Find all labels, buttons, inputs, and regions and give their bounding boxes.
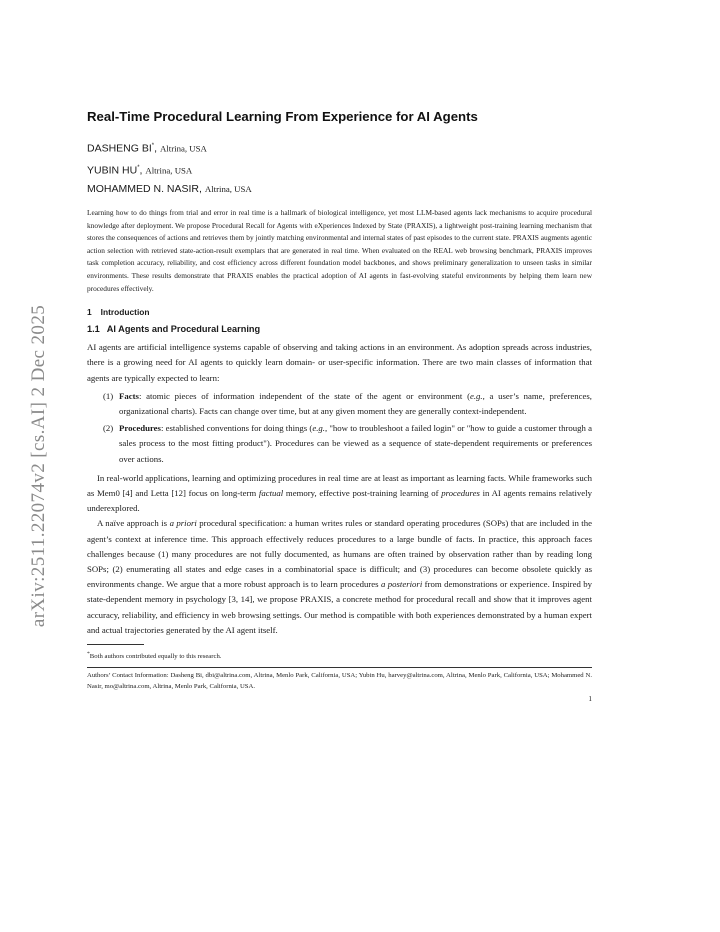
section-title: Introduction	[100, 307, 150, 318]
subsection-heading	[87, 324, 592, 334]
list-marker: (1)	[103, 390, 114, 401]
list-term: Procedures	[119, 423, 161, 434]
author-affiliation: Altrina, USA	[159, 143, 207, 154]
author-entry	[87, 159, 592, 181]
text-run: memory, effective post-training learning of	[283, 487, 442, 498]
abstract: Learning how to do things from trial and error in real time is a hallmark of biological intelligence, yet most LLM-based agents lack mechanisms to acquire procedural knowledge after deployment. We propose Procedural Recall for Agents with eXperiences Indexed by State (PRAXIS), a lightweight post-training learning mechanism that stores the consequences of actions and retrieves them by jointly matching environmental and internal states of past episodes to the current state. PRAXIS augments agentic action selection with retrieved state-action-result exemplars that are generated in real time. When evaluated on the REAL web browsing benchmark, PRAXIS improves task completion accuracy, reliability, and cost efficiency across different foundation model backbones, and shows preliminary generalization to unseen tasks in similar environments. These results demonstrate that PRAXIS enables the practical adoption of AI agents in fast-evolving stateful environments by helping them learn new procedures effectively.	[87, 208, 592, 293]
author-affiliation: Altrina, USA	[204, 184, 252, 194]
arxiv-identifier: arXiv:2511.22074v2 [cs.AI] 2 Dec 2025	[28, 304, 49, 628]
list-text: , "how to troubleshoot a failed login" or "how to guide a customer through a sales process to the most fitting product"). Procedures can be viewed as a sequence of state-dependent requirements or preferences over actions.	[119, 423, 592, 464]
paragraph: AI agents are artificial intelligence systems capable of observing and taking actions in an environment. As adoption spreads across industries, there is a growing need for AI agents to quickly learn domain- or user-specific information. There are two main classes of information that agents are typically expected to learn:	[87, 342, 592, 383]
paper-title: Real-Time Procedural Learning From Experience for AI Agents	[87, 109, 478, 124]
author-separator: ,	[199, 183, 205, 195]
footnote-text: Both authors contributed equally to this research.	[89, 653, 222, 661]
list-marker: (2)	[103, 423, 114, 434]
page-number: 1	[588, 695, 592, 704]
paragraph	[87, 516, 592, 638]
paragraph	[87, 471, 592, 517]
author-separator: ,	[139, 164, 146, 176]
text-run: from demonstrations or experience. Inspired by state-dependent memory in psychology [3, 14], we propose PRAXIS, a concrete method for procedural recall and show that it improves agent accuracy, reliability, and efficiency in web browsing settings. Our method is compatible with both experiences demonstrated by a human expert and actual trajectories generated by the AI agent itself.	[87, 579, 592, 635]
author-name: YUBIN HU	[87, 164, 138, 176]
list-item	[87, 389, 592, 419]
author-name: MOHAMMED N. NASIR	[87, 183, 200, 195]
footnote-rule	[87, 644, 144, 645]
section-number: 1	[87, 307, 92, 318]
author-list	[87, 137, 592, 199]
text-run: In real-world applications, learning and optimizing procedures in real time are at least as important as learning facts. While frameworks such as Mem0 [4] and Letta [12] focus on long-term	[87, 472, 592, 498]
footnote-mark: *	[87, 651, 90, 658]
list-term: Facts	[119, 390, 139, 401]
list-item	[87, 421, 592, 467]
list-text: : atomic pieces of information independent of the state of the agent or environment (	[138, 390, 470, 401]
list-abbrev: e.g.	[312, 423, 325, 434]
info-class-list	[87, 389, 592, 467]
text-run: A naïve approach is	[97, 518, 170, 529]
author-name: DASHENG BI	[87, 142, 152, 155]
body-text	[87, 340, 592, 638]
list-text: , a user’s name, preferences, organizational charts). Facts can change over time, but at any given moment they are generally context-independent.	[119, 390, 592, 416]
subsection-title: AI Agents and Procedural Learning	[106, 324, 261, 335]
emphasis: factual	[258, 487, 284, 498]
emphasis: a posteriori	[380, 579, 423, 590]
footnote	[87, 649, 592, 662]
author-mark: *	[151, 143, 155, 149]
emphasis: procedures	[441, 487, 480, 498]
author-mark: *	[137, 164, 140, 171]
text-run: procedural specification: a human writes rules or standard operating procedures (SOPs) that are included in the agent’s context at inference time. This approach effectively reduces procedures to a large bundle of facts. In practice, this approach faces challenges because (1) many procedures are not fully documented, as humans are often trained by observation rather than by reading long SOPs; (2) enumerating all states and edge cases in a combinatorial space is difficult; and (3) procedures can become obsolete quickly as environments change. We argue that a more robust approach is to learn procedures	[87, 518, 592, 590]
page-content	[87, 109, 592, 703]
author-entry	[87, 137, 592, 159]
section-heading	[87, 307, 592, 317]
author-affiliation: Altrina, USA	[145, 165, 193, 175]
text-run: in AI agents remains relatively underexplored.	[87, 487, 592, 514]
contact-information: Authors’ Contact Information: Dasheng Bi, dbi@altrina.com, Altrina, Menlo Park, California, USA; Yubin Hu, harvey@altrina.com, Altrina, Menlo Park, California, USA; Mohammed N. Nasir, mo@altrina.com, Altrina, Menlo Park, California, USA.	[87, 672, 592, 690]
emphasis: a priori	[169, 518, 197, 529]
author-entry	[87, 180, 592, 199]
subsection-number: 1.1	[87, 324, 100, 335]
contact-rule	[87, 667, 592, 668]
author-separator: ,	[154, 142, 160, 155]
list-text: : established conventions for doing things (	[160, 423, 313, 434]
list-abbrev: e.g.	[469, 390, 483, 401]
